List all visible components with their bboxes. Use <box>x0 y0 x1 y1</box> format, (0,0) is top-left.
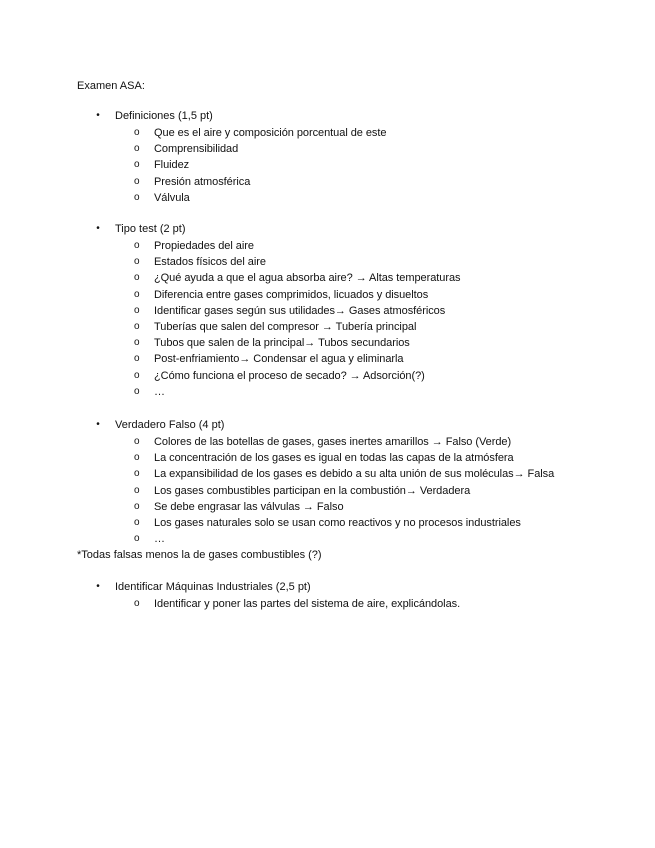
list-item-text: ¿Qué ayuda a que el agua absorba aire? → Altas temperaturas <box>154 272 461 285</box>
list-item-text: Comprensibilidad <box>154 143 239 156</box>
section-definiciones <box>0 109 655 206</box>
list-item <box>0 270 655 286</box>
sub-bullet: o <box>134 452 140 464</box>
list-item-text: … <box>154 533 165 546</box>
section-heading: • Verdadero Falso (4 pt) <box>0 418 655 432</box>
list-item-text: Propiedades del aire <box>154 240 254 252</box>
list-item-text: La concentración de los gases es igual en todas las capas de la atmósfera <box>154 452 514 465</box>
sub-bullet: o <box>134 516 140 528</box>
list-item-text: ¿Cómo funciona el proceso de secado? → Adsorción(?) <box>154 369 425 382</box>
list-item-text: La expansibilidad de los gases es debido a su alta unión de sus moléculas→ Falsa <box>154 468 555 481</box>
list-item <box>0 483 655 499</box>
section-heading: • Tipo test (2 pt) <box>0 222 655 236</box>
list-item-text: Identificar gases según sus utilidades→ Gases atmosféricos <box>154 304 446 317</box>
list-item-text: Colores de las botellas de gases, gases inertes amarillos → Falso (Verde) <box>154 436 512 448</box>
list-item <box>0 141 655 157</box>
list-item <box>0 157 655 173</box>
bullet: • <box>96 581 100 592</box>
section-heading: • Definiciones (1,5 pt) <box>0 109 655 123</box>
list-item-text: Presión atmosférica <box>154 175 251 188</box>
list-item-text: Los gases naturales solo se usan como reactivos y no procesos industriales <box>154 516 521 529</box>
sub-bullet: o <box>134 353 140 365</box>
sub-bullet: o <box>134 500 140 512</box>
list-item-text: Estados físicos del aire <box>154 256 266 269</box>
section-heading: • Identificar Máquinas Industriales (2,5 pt) <box>0 580 655 594</box>
sub-bullet: o <box>134 240 140 251</box>
sub-bullet: o <box>134 272 140 284</box>
list-item-text: Identificar y poner las partes del sistema de aire, explicándolas. <box>154 598 461 610</box>
list-item <box>0 303 655 319</box>
sub-bullet: o <box>134 468 140 480</box>
list-item-text: Post-enfriamiento→ Condensar el agua y eliminarla <box>154 353 404 366</box>
list-item <box>0 125 655 141</box>
list-item <box>0 351 655 367</box>
bullet: • <box>96 419 100 430</box>
list-item-text: Se debe engrasar las válvulas → Falso <box>154 500 344 513</box>
list-item <box>0 466 655 482</box>
list-item <box>0 335 655 351</box>
sub-bullet: o <box>134 385 140 397</box>
sub-bullet: o <box>134 191 140 203</box>
sub-bullet: o <box>134 484 140 496</box>
list-item-text: Tubos que salen de la principal→ Tubos secundarios <box>154 337 410 350</box>
bullet: • <box>96 110 100 121</box>
list-item <box>0 384 655 400</box>
list-item <box>0 238 655 254</box>
sub-bullet: o <box>134 256 140 268</box>
sub-bullet: o <box>134 304 140 316</box>
list-item <box>0 174 655 190</box>
list-item-text: … <box>154 385 165 398</box>
list-item <box>0 190 655 206</box>
list-item <box>0 319 655 335</box>
sub-bullet: o <box>134 533 140 545</box>
bullet: • <box>96 223 100 234</box>
footnote: *Todas falsas menos la de gases combustibles (?) <box>77 549 322 561</box>
sub-bullet: o <box>134 288 140 300</box>
list-item-text: Fluidez <box>154 159 190 172</box>
list-item-text: Que es el aire y composición porcentual de este <box>154 127 387 139</box>
list-item <box>0 596 655 612</box>
section-verdadero-falso <box>0 418 655 547</box>
list-item <box>0 515 655 531</box>
sub-bullet: o <box>134 159 140 171</box>
sub-bullet: o <box>134 337 140 349</box>
sub-bullet: o <box>134 175 140 187</box>
page-title: Examen ASA: <box>77 80 145 92</box>
sub-bullet: o <box>134 127 140 138</box>
section-identificar-maquinas <box>0 580 655 612</box>
list-item <box>0 254 655 270</box>
list-item-text: Válvula <box>154 191 190 204</box>
section-tipo-test <box>0 222 655 400</box>
list-item-text: Diferencia entre gases comprimidos, licuados y disueltos <box>154 288 429 301</box>
sub-bullet: o <box>134 369 140 381</box>
list-item-text: Tuberías que salen del compresor → Tubería principal <box>154 320 417 333</box>
list-item <box>0 499 655 515</box>
sub-bullet: o <box>134 143 140 155</box>
list-item <box>0 450 655 466</box>
sub-bullet: o <box>134 320 140 332</box>
list-item <box>0 434 655 450</box>
list-item-text: Los gases combustibles participan en la combustión→ Verdadera <box>154 484 471 497</box>
sub-bullet: o <box>134 436 140 447</box>
sub-bullet: o <box>134 598 140 609</box>
list-item <box>0 531 655 547</box>
list-item <box>0 368 655 384</box>
list-item <box>0 287 655 303</box>
